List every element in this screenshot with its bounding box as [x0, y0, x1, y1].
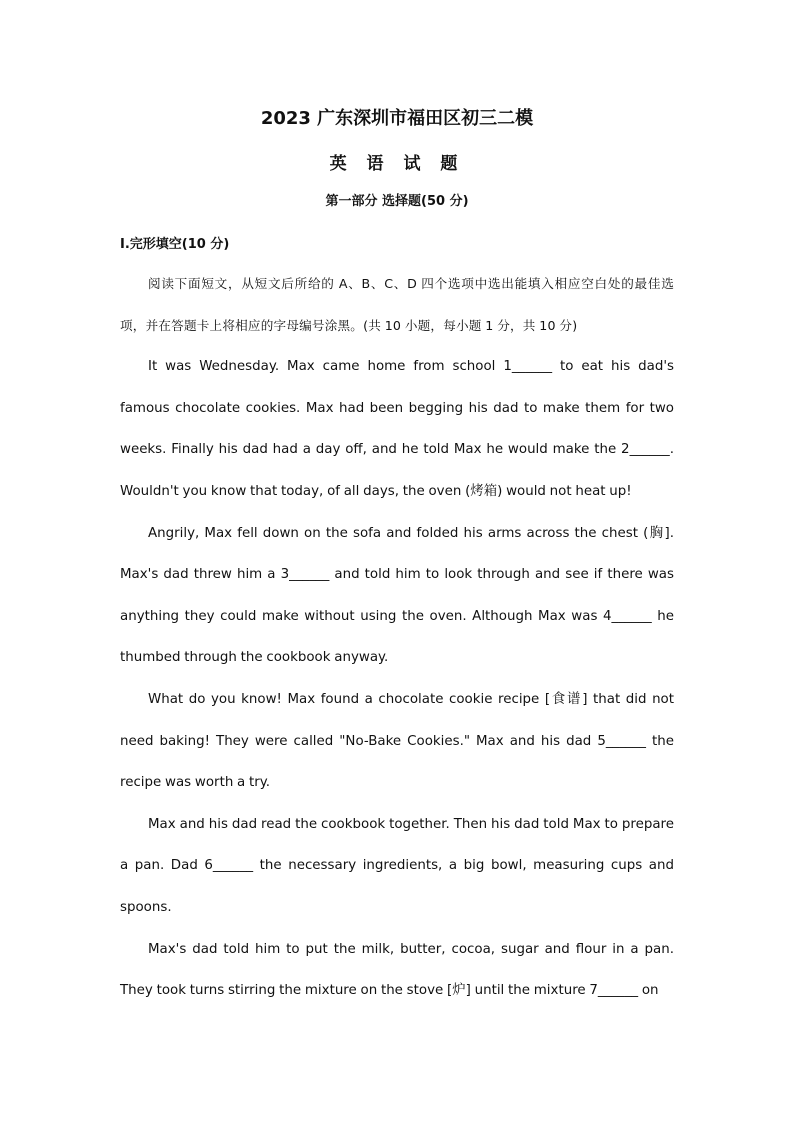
section-heading: I.完形填空(10 分) — [120, 237, 230, 252]
passage — [120, 263, 674, 1012]
instruction-paragraph: 阅读下面短文，从短文后所给的 A、B、C、D 四个选项中选出能填入相应空白处的最佳选项，并在答题卡上将相应的字母编号涂黑。(共 10 小题，每小题 1 分，共 10 分) — [120, 276, 674, 333]
passage-paragraph-2: Angrily, Max fell down on the sofa and folded his arms across the chest (胸]. Max's dad threw him a 3______ and told him to look through and see if there was anything they could make without using the oven. Although Max was 4______ he thumbed through the cookbook anyway. — [120, 525, 674, 666]
passage-paragraph-3: What do you know! Max found a chocolate cookie recipe [食谱] that did not need baking! They were called "No-Bake Cookies." Max and his dad 5______ the recipe was worth a try. — [120, 691, 674, 791]
passage-paragraph-1: It was Wednesday. Max came home from school 1______ to eat his dad's famous chocolate cookies. Max had been begging his dad to make them for two weeks. Finally his dad had a day off, and he told Max he would make the 2______. Wouldn't you know that today, of all days, the oven (烤箱) would not heat up! — [120, 359, 674, 499]
passage-paragraph-4: Max and his dad read the cookbook together. Then his dad told Max to prepare a pan. Dad 6______ the necessary ingredients, a big bowl, measuring cups and spoons. — [120, 816, 674, 915]
exam-subject: 英 语 试 题 — [329, 154, 465, 174]
exam-title: 2023 广东深圳市福田区初三二模 — [260, 108, 534, 129]
passage-paragraph-5: Max's dad told him to put the milk, butter, cocoa, sugar and flour in a pan. They took turns stirring the mixture on the stove [炉] until the mixture 7______ on — [120, 941, 674, 999]
part-heading: 第一部分 选择题(50 分) — [325, 194, 469, 209]
